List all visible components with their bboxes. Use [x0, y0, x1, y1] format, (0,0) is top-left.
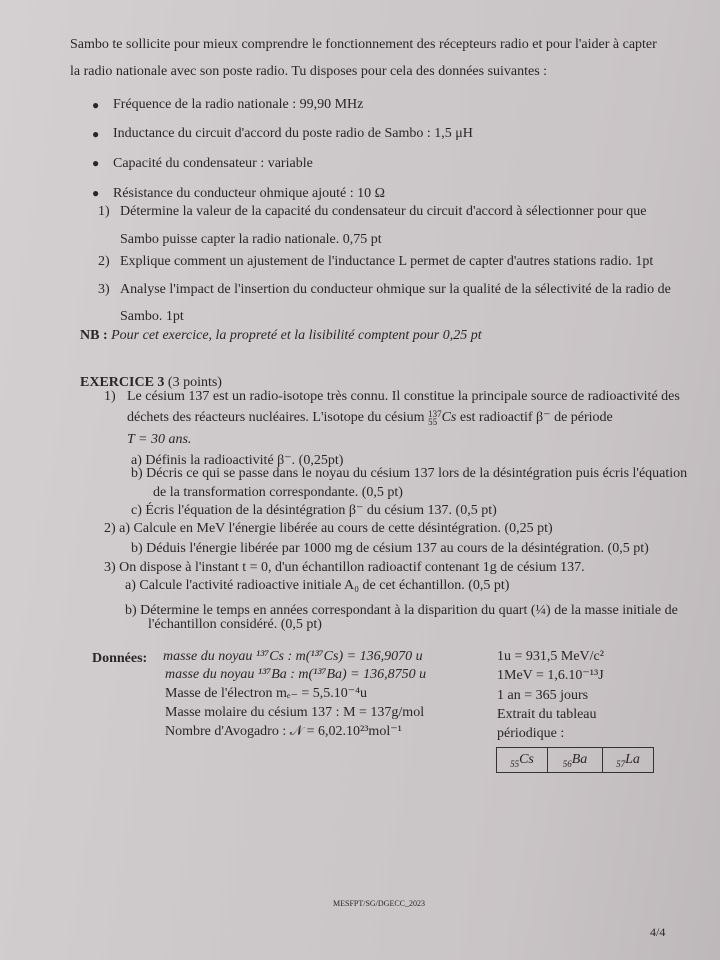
data-bullet: Inductance du circuit d'accord du poste radio de Sambo : 1,5 μH	[113, 126, 473, 141]
data-label: Données:	[92, 651, 148, 666]
bullet-icon: ●	[92, 186, 100, 200]
sub-question: b) Déduis l'énergie libérée par 1000 mg de césium 137 au cours de la désintégration. (0,5 pt)	[131, 541, 649, 556]
question-text: Explique comment un ajustement de l'inductance L permet de capter d'autres stations radio. 1pt	[120, 254, 654, 269]
data-bullet: Fréquence de la radio nationale : 99,90 MHz	[113, 97, 364, 112]
data-line: Extrait du tableau	[497, 707, 597, 722]
sub-question: c) Écris l'équation de la désintégration β⁻ du césium 137. (0,5 pt)	[131, 503, 497, 518]
data-line: Masse de l'électron mₑ₋ = 5,5.10⁻⁴u	[165, 686, 368, 701]
question-text: Analyse l'impact de l'insertion du conducteur ohmique sur la qualité de la sélectivité de la radio de	[120, 282, 671, 297]
exercise-points: (3 points)	[167, 375, 222, 390]
data-line: 1u = 931,5 MeV/c²	[497, 649, 604, 664]
page-number: 4/4	[650, 925, 666, 939]
atomic-number: 57	[616, 758, 626, 769]
element-cell	[497, 748, 548, 773]
question-number: 3)	[98, 282, 110, 297]
bullet-icon: ●	[92, 156, 100, 170]
atomic-number: 56	[562, 758, 572, 769]
atomic-number: 55	[510, 758, 520, 769]
question-text: Sambo puisse capter la radio nationale. 0,75 pt	[120, 232, 382, 247]
intro-line: Sambo te sollicite pour mieux comprendre le fonctionnement des récepteurs radio et pour l'aider à capter	[70, 37, 657, 52]
intro-line: la radio nationale avec son poste radio. Tu disposes pour cela des données suivantes :	[70, 64, 548, 79]
question-text: Détermine la valeur de la capacité du condensateur du circuit d'accord à sélectionner pour que	[120, 204, 647, 219]
nb-note	[80, 328, 482, 344]
element-cell	[548, 748, 603, 773]
exercise-heading: EXERCICE 3	[80, 375, 165, 390]
question-text: T = 30 ans.	[127, 432, 192, 447]
question-number: 2)	[98, 254, 110, 269]
footer-code: MESFPT/SG/DGECC_2023	[333, 899, 426, 908]
sub-question: a) Calcule l'activité radioactive initiale A₀ de cet échantillon. (0,5 pt)	[125, 578, 510, 593]
question-text: Sambo. 1pt	[120, 309, 184, 324]
data-bullet: Capacité du condensateur : variable	[113, 156, 313, 171]
question-number: 1)	[104, 389, 116, 404]
sub-question: de la transformation correspondante. (0,5 pt)	[153, 485, 403, 500]
periodic-table-extract	[496, 747, 654, 773]
question-number: 1)	[98, 204, 110, 219]
element-symbol: Ba	[571, 751, 588, 767]
data-line: 1MeV = 1,6.10⁻¹³J	[497, 668, 604, 683]
sub-question: l'échantillon considéré. (0,5 pt)	[148, 617, 322, 632]
nb-text: Pour cet exercice, la propreté et la lisibilité comptent pour 0,25 pt	[111, 328, 482, 343]
question-text: Le césium 137 est un radio-isotope très connu. Il constitue la principale source de radioactivité des	[127, 389, 680, 404]
bullet-icon: ●	[92, 98, 100, 112]
atomic-number: 55	[428, 417, 438, 427]
data-bullet: Résistance du conducteur ohmique ajouté : 10 Ω	[113, 186, 386, 201]
element-symbol: Cs	[441, 410, 457, 426]
data-line: Nombre d'Avogadro : 𝒩 = 6,02.10²³mol⁻¹	[165, 724, 402, 739]
question-text: 2) a) Calcule en MeV l'énergie libérée au cours de cette désintégration. (0,25 pt)	[104, 521, 553, 536]
question-text: 3) On dispose à l'instant t = 0, d'un échantillon radioactif contenant 1g de césium 137.	[104, 560, 585, 575]
cesium-isotope	[428, 410, 456, 425]
sub-question: a) Définis la radioactivité β⁻. (0,25pt)	[131, 453, 344, 468]
text-part: est radioactif β⁻ de période	[459, 410, 613, 426]
bullet-icon: ●	[92, 127, 100, 141]
nb-label: NB :	[80, 328, 108, 343]
data-line: périodique :	[497, 726, 565, 741]
sub-question: b) Détermine le temps en années correspondant à la disparition du quart (¼) de la masse initiale de	[125, 603, 678, 618]
data-line: masse du noyau ¹³⁷Ba : m(¹³⁷Ba) = 136,8750 u	[165, 667, 427, 682]
question-text	[127, 410, 613, 426]
element-symbol: La	[625, 751, 640, 767]
text-part: déchets des réacteurs nucléaires. L'isotope du césium	[127, 410, 425, 426]
mass-number: 137	[428, 409, 442, 419]
data-line: 1 an = 365 jours	[497, 688, 589, 703]
sub-question: b) Décris ce qui se passe dans le noyau du césium 137 lors de la désintégration puis écris l'équation	[131, 466, 688, 481]
element-cell	[603, 748, 654, 773]
element-symbol: Cs	[519, 751, 534, 767]
data-line: Masse molaire du césium 137 : M = 137g/mol	[165, 705, 425, 720]
data-line: masse du noyau ¹³⁷Cs : m(¹³⁷Cs) = 136,9070 u	[163, 649, 423, 664]
